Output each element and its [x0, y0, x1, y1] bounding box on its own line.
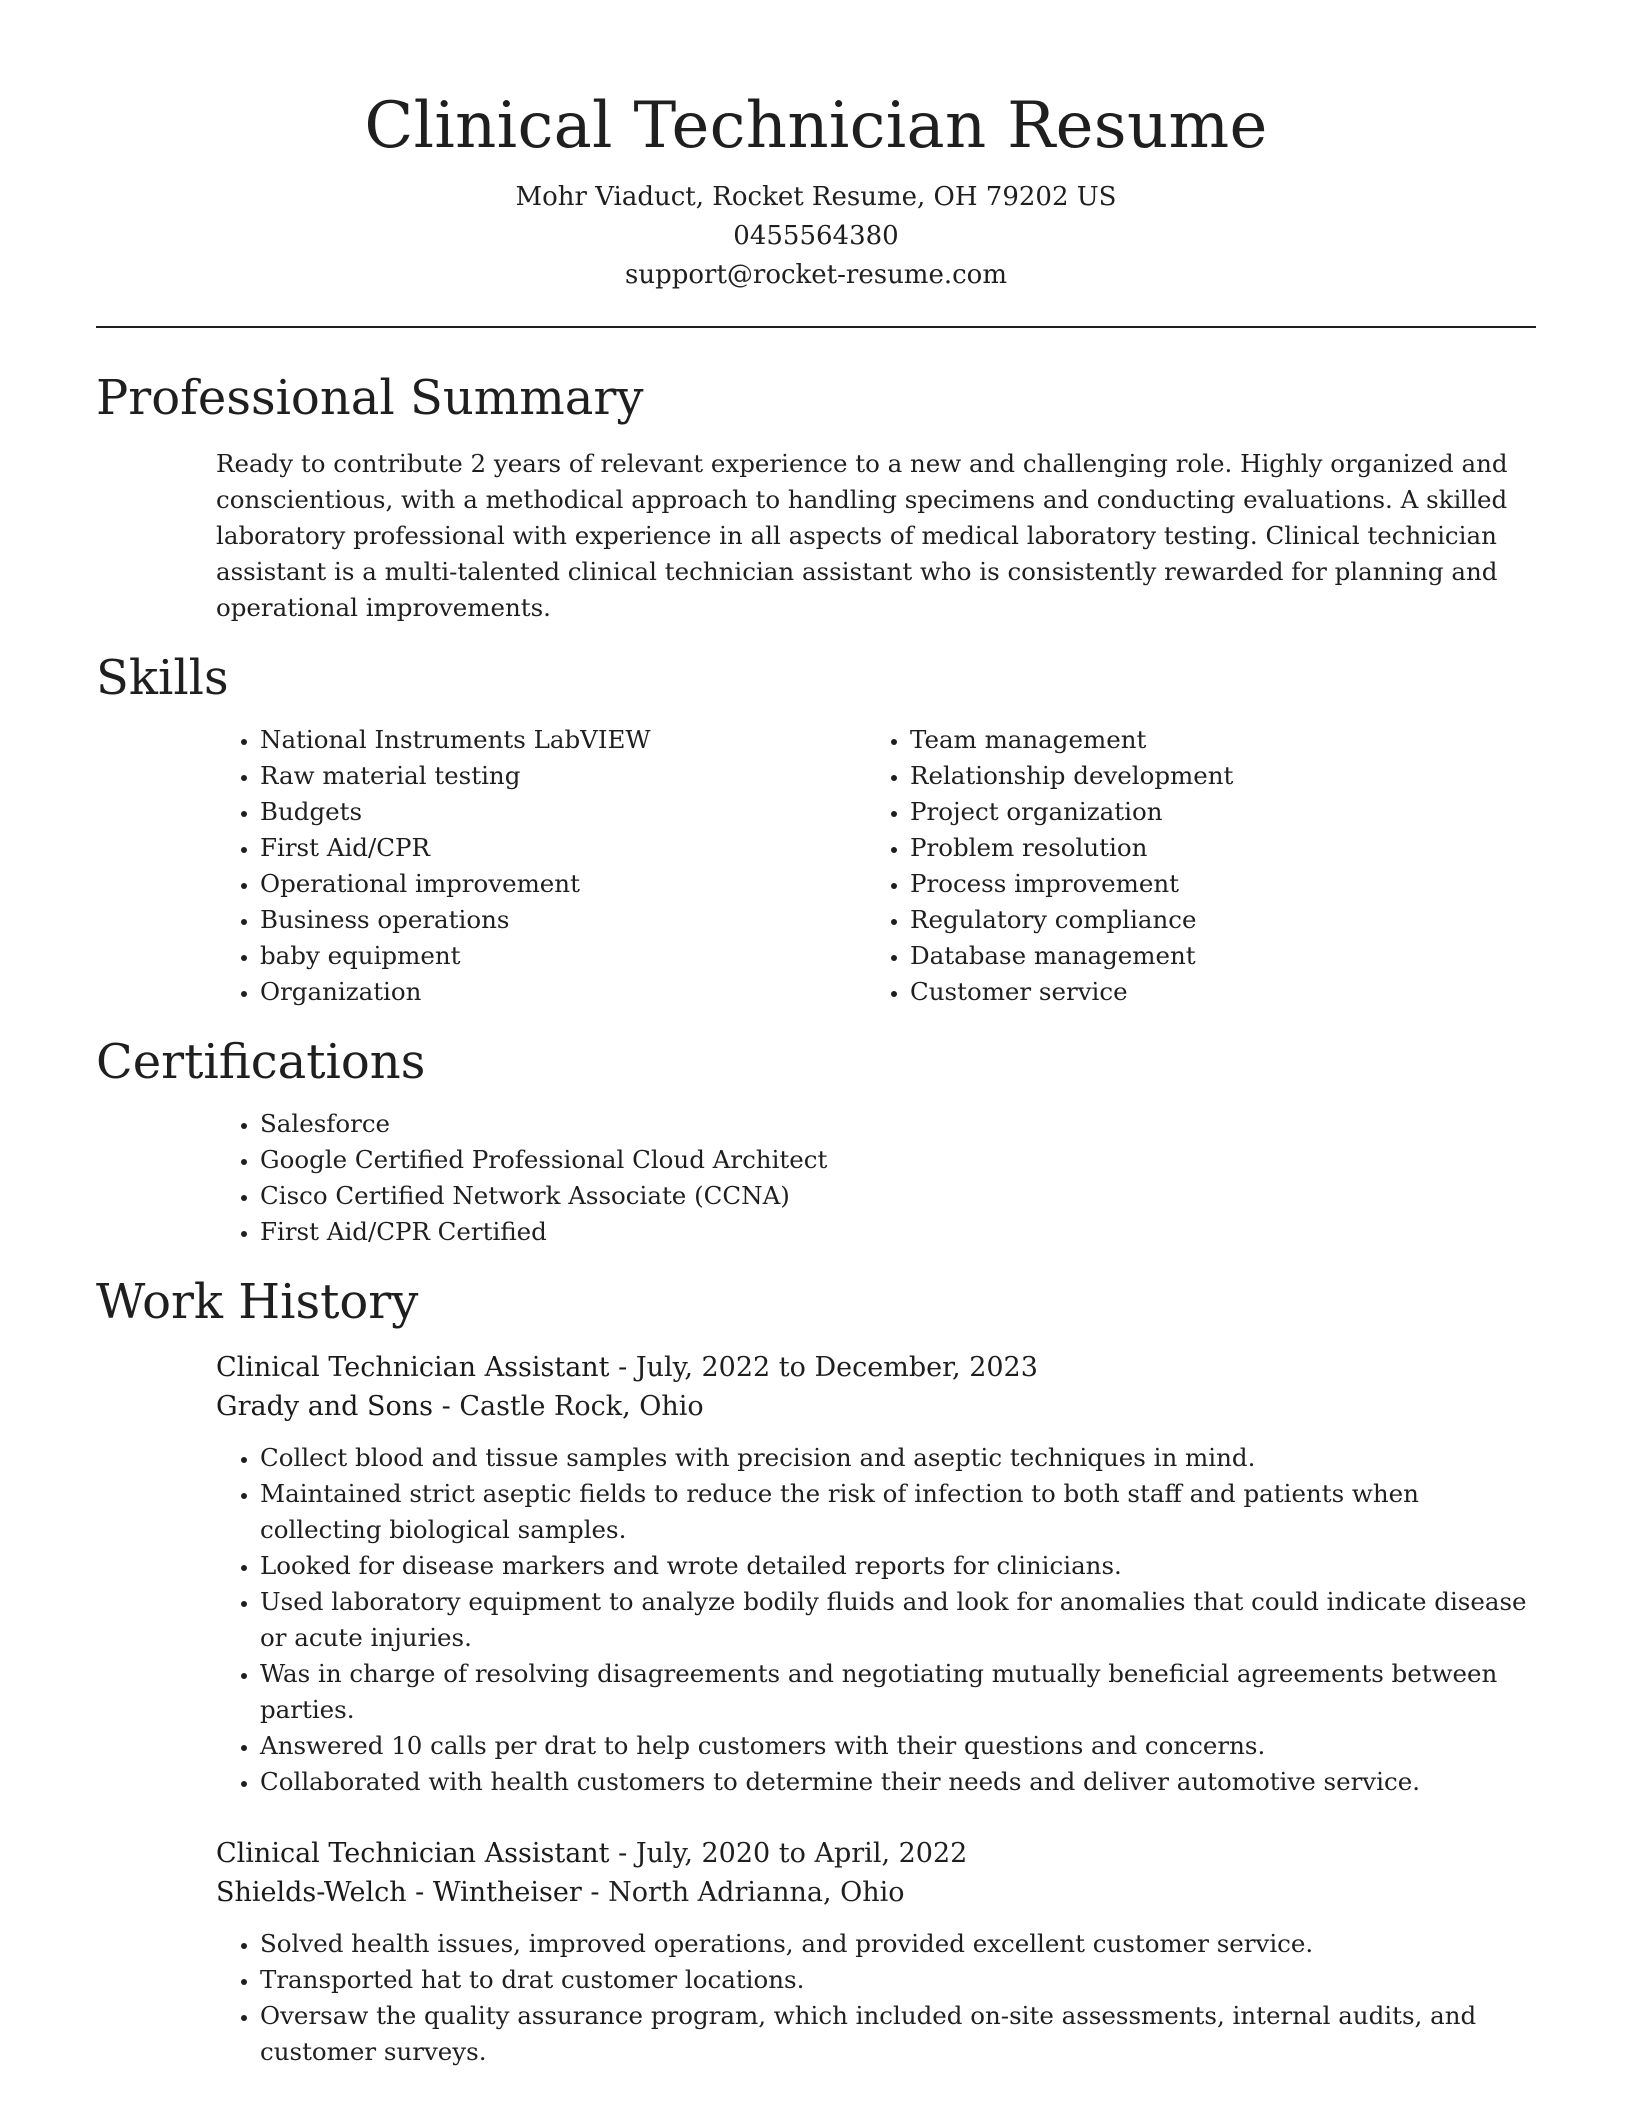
contact-email: support@rocket-resume.com: [624, 260, 1007, 290]
contact-phone: 0455564380: [733, 221, 899, 251]
certifications-heading: Certifications: [96, 1034, 426, 1090]
skill-item: • Business operations: [260, 902, 866, 938]
job-title: Clinical Technician Assistant: [216, 1838, 610, 1869]
job-bullets: [216, 1926, 1536, 2070]
job-entry: [216, 1348, 1536, 1800]
skills-column-left: [216, 722, 866, 1010]
skills-heading: Skills: [96, 650, 229, 706]
skill-item: • baby equipment: [260, 938, 866, 974]
job-bullet: • Solved health issues, improved operations, and provided excellent customer service.: [260, 1926, 1536, 1962]
skill-item: • Team management: [910, 722, 1516, 758]
summary-section: [96, 368, 1536, 626]
job-dates: July, 2020 to April, 2022: [635, 1838, 968, 1869]
certification-item: • Google Certified Professional Cloud Architect: [260, 1142, 1536, 1178]
contact-address: Mohr Viaduct, Rocket Resume, OH 79202 US: [515, 182, 1117, 212]
skills-grid: [216, 722, 1536, 1010]
skill-item: • Process improvement: [910, 866, 1516, 902]
skill-item: • Project organization: [910, 794, 1516, 830]
summary-heading: Professional Summary: [96, 370, 644, 426]
skills-column-right: [866, 722, 1516, 1010]
job-company: Shields-Welch - Wintheiser: [216, 1877, 582, 1908]
skills-section: [96, 648, 1536, 1010]
skill-item: • Organization: [260, 974, 866, 1010]
certifications-list: [216, 1106, 1536, 1250]
job-company: Grady and Sons: [216, 1391, 434, 1422]
job-bullet: • Transported hat to drat customer locations.: [260, 1962, 1536, 1998]
work-history-heading: Work History: [96, 1274, 419, 1330]
skill-item: • Regulatory compliance: [910, 902, 1516, 938]
skills-list-left: [216, 722, 866, 1010]
summary-body: [216, 446, 1536, 626]
job-title-line: Clinical Technician Assistant - July, 2020 to April, 2022: [216, 1838, 968, 1869]
skill-item: • National Instruments LabVIEW: [260, 722, 866, 758]
certifications-section: [96, 1032, 1536, 1250]
job-company-line: Shields-Welch - Wintheiser - North Adrianna, Ohio: [216, 1877, 905, 1908]
job-location: Castle Rock, Ohio: [459, 1391, 704, 1422]
job-entry: [216, 1834, 1536, 2070]
job-bullet: • Looked for disease markers and wrote detailed reports for clinicians.: [260, 1548, 1536, 1584]
work-history-section: [96, 1272, 1536, 2070]
skill-item: • First Aid/CPR: [260, 830, 866, 866]
skill-item: • Operational improvement: [260, 866, 866, 902]
job-company-line: Grady and Sons - Castle Rock, Ohio: [216, 1391, 704, 1422]
summary-text: Ready to contribute 2 years of relevant experience to a new and challenging role. Highly organized and conscientious, with a methodical approach to handling specimens and conducting evaluations. A skilled laboratory professional with experience in all aspects of medical laboratory testing. Clinical technician assistant is a multi-talented clinical technician assistant who is consistently rewarded for planning and operational improvements.: [216, 449, 1508, 622]
job-bullet: • Maintained strict aseptic fields to reduce the risk of infection to both staff and patients when collecting biological samples.: [260, 1476, 1536, 1548]
skill-item: • Relationship development: [910, 758, 1516, 794]
job-bullet: • Collaborated with health customers to determine their needs and deliver automotive service.: [260, 1764, 1536, 1800]
job-location: North Adrianna, Ohio: [608, 1877, 905, 1908]
job-bullet: • Used laboratory equipment to analyze bodily fluids and look for anomalies that could indicate disease or acute injuries.: [260, 1584, 1536, 1656]
job-bullet: • Collect blood and tissue samples with precision and aseptic techniques in mind.: [260, 1440, 1536, 1476]
resume-header: [96, 0, 1536, 295]
skills-list-right: [866, 722, 1516, 1010]
resume-title: Clinical Technician Resume: [364, 89, 1268, 163]
skill-item: • Problem resolution: [910, 830, 1516, 866]
skill-item: • Customer service: [910, 974, 1516, 1010]
job-dates: July, 2022 to December, 2023: [635, 1352, 1038, 1383]
certifications-body: [216, 1106, 1536, 1250]
skill-item: • Raw material testing: [260, 758, 866, 794]
job-bullet: • Answered 10 calls per drat to help customers with their questions and concerns.: [260, 1728, 1536, 1764]
contact-block: [96, 178, 1536, 295]
resume-page: [96, 0, 1536, 2070]
skill-item: • Budgets: [260, 794, 866, 830]
job-title: Clinical Technician Assistant: [216, 1352, 610, 1383]
job-bullet: • Was in charge of resolving disagreements and negotiating mutually beneficial agreements between parties.: [260, 1656, 1536, 1728]
certification-item: • Cisco Certified Network Associate (CCNA): [260, 1178, 1536, 1214]
job-title-line: Clinical Technician Assistant - July, 2022 to December, 2023: [216, 1352, 1038, 1383]
skill-item: • Database management: [910, 938, 1516, 974]
job-bullets: [216, 1440, 1536, 1800]
header-divider: [96, 326, 1536, 328]
certification-item: • First Aid/CPR Certified: [260, 1214, 1536, 1250]
job-bullet: • Oversaw the quality assurance program, which included on-site assessments, internal audits, and customer surveys.: [260, 1998, 1536, 2070]
certification-item: • Salesforce: [260, 1106, 1536, 1142]
